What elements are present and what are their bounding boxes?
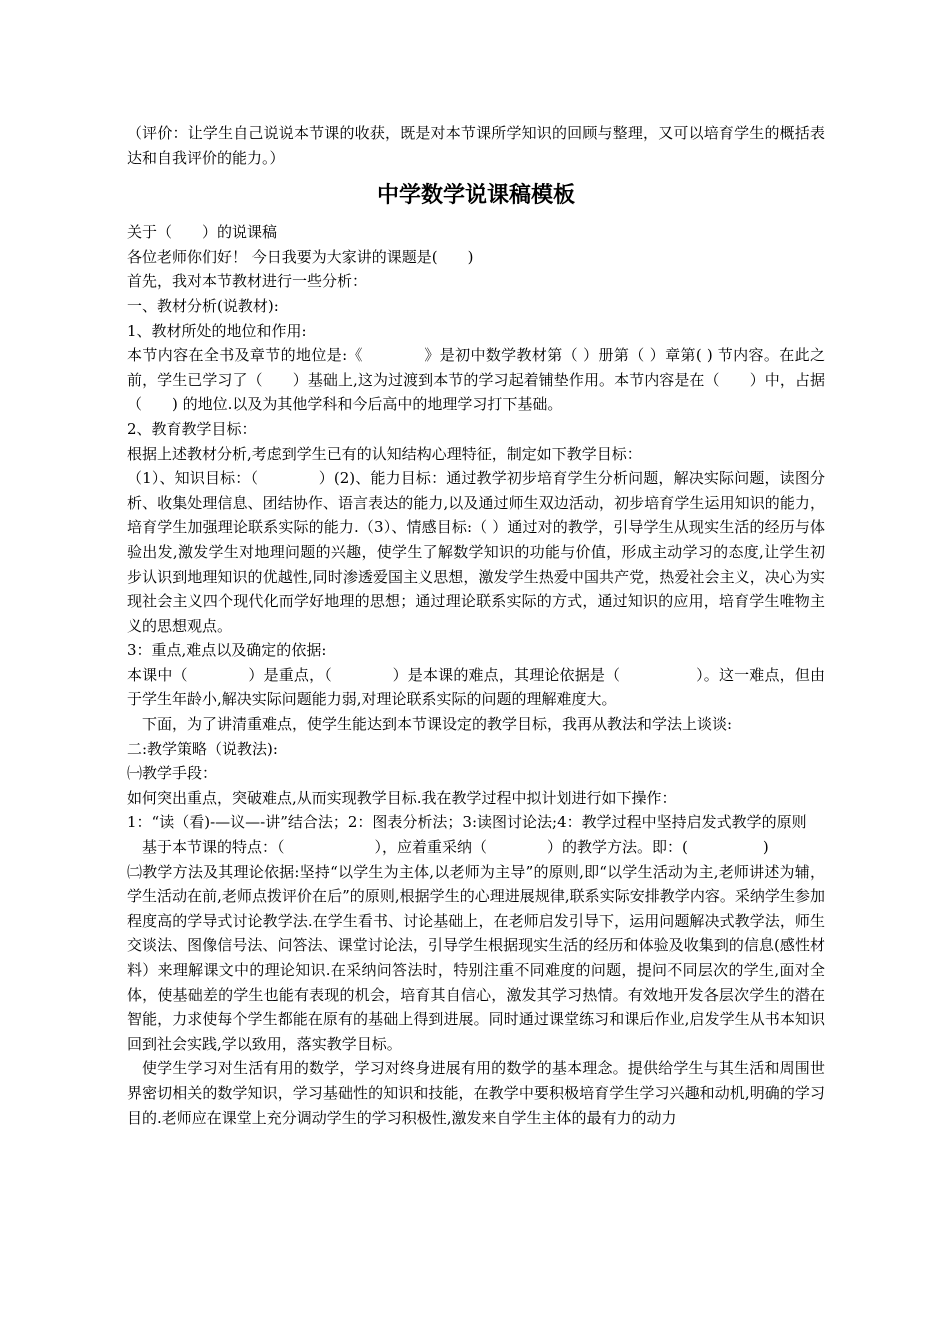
document-title: 中学数学说课稿模板 [376,183,575,209]
greeting-line: 各位老师你们好！ 今日我要为大家讲的课题是( ) [127,247,474,266]
concept-paragraph: 使学生学习对生活有用的数学，学习对终身进展有用的数学的基本理念。提供给学生与其生活和周围世界密切相关的数学知识，学习基础性的知识和技能，在教学中要积极培育学生学习兴趣和动机,明确的学习目的.老师应在课堂上充分调动学生的学习积极性,激发来自学生主体的最有力的动力 [127,1059,825,1127]
section-heading-textbook-analysis: 一、教材分析(说教材): [127,296,279,315]
methods-list-paragraph: 1：“读（看)-—议—-讲”结合法；2：图表分析法；3:读图讨论法;4：教学过程中坚持启发式教学的原则 [127,813,807,832]
subheading-teaching-goals: 2、教育教学目标： [127,419,257,438]
subheading-teaching-means: ㈠教学手段： [127,764,218,783]
goals-intro-line: 根据上述教材分析,考虑到学生已有的认知结构心理特征，制定如下教学目标： [127,444,642,463]
transition-paragraph: 下面，为了讲清重难点，使学生能达到本节课设定的教学目标，我再从教法和学法上谈谈: [142,715,733,734]
intro-evaluation-paragraph: （评价：让学生自己说说本节课的收获，既是对本节课所学知识的回顾与整理，又可以培育学生的概括表达和自我评价的能力。） [127,124,825,167]
teaching-methods-paragraph: ㈡教学方法及其理论依据:坚持“以学生为主体,以老师为主导”的原则,即“以学生活动为主,老师讲述为辅，学生活动在前,老师点拨评价在后”的原则,根据学生的心理进展规律,联系实际安排教学内容。采纳学生参加程度高的学导式讨论教学法.在学生看书、讨论基础上，在老师启发引导下，运用问题解决式教学法，师生交谈法、图像信号法、问答法、课堂讨论法，引导学生根据现实生活的经历和体验及收集到的信息(感性材料）来理解课文中的理论知识.在采纳问答法时，特别注重不同难度的问题，提问不同层次的学生,面对全体，使基础差的学生也能有表现的机会，培育其自信心，激发其学习热情。有效地开发各层次学生的潜在智能，力求使每个学生都能在原有的基础上得到进展。同时通过课堂练习和课后作业,启发学生从书本知识回到社会实践,学以致用，落实教学目标。 [127,862,825,1053]
intro-line: 首先，我对本节教材进行一些分析： [127,272,368,291]
goals-paragraph: （1）、知识目标：（ ）(2)、能力目标：通过教学初步培育学生分析问题，解决实际问题，读图分析、收集处理信息、团结协作、语言表达的能力,以及通过师生双边活动，初步培育学生运用知识的能力，培育学生加强理论联系实际的能力.（3）、情感目标:（ ）通过对的教学，引导学生从现实生活的经历与体验出发,激发学生对地理问题的兴趣，使学生了解数学知识的功能与价值，形成主动学习的态度,让学生初步认识到地理知识的优越性,同时渗透爱国主义思想，激发学生热爱中国共产党，热爱社会主义，决心为实现社会主义四个现代化而学好地理的思想；通过理论联系实际的方式，通过知识的应用，培育学生唯物主义的思想观点。 [127,469,825,635]
document-page [127,0,825,1130]
subheading-key-difficult-points: 3：重点,难点以及确定的依据: [127,641,327,660]
key-points-paragraph: 本课中（ ）是重点，（ ）是本课的难点，其理论依据是（ ）。这一难点，但由于学生年龄小,解决实际问题能力弱,对理论联系实际的问题的理解难度大。 [127,665,825,709]
operation-intro-line: 如何突出重点，突破难点,从而实现教学目标.我在教学过程中拟计划进行如下操作： [127,788,677,807]
topic-line: 关于（ ）的说课稿 [127,223,278,242]
lesson-features-line: 基于本节课的特点：（ ），应着重采纳（ ）的教学方法。即：( ) [142,838,769,857]
position-role-paragraph: 本节内容在全书及章节的地位是:《 》是初中数学教材第（ ）册第（ ）章第( ) 节内容。在此之前，学生已学习了（ ）基础上,这为过渡到本节的学习起着铺垫作用。本节内容是在（ ）中，占据（ ) 的地位.以及为其他学科和今后高中的地理学习打下基础。 [127,346,825,414]
subheading-position-role: 1、教材所处的地位和作用: [127,321,307,340]
section-heading-teaching-strategy: 二:教学策略（说教法): [127,739,278,758]
